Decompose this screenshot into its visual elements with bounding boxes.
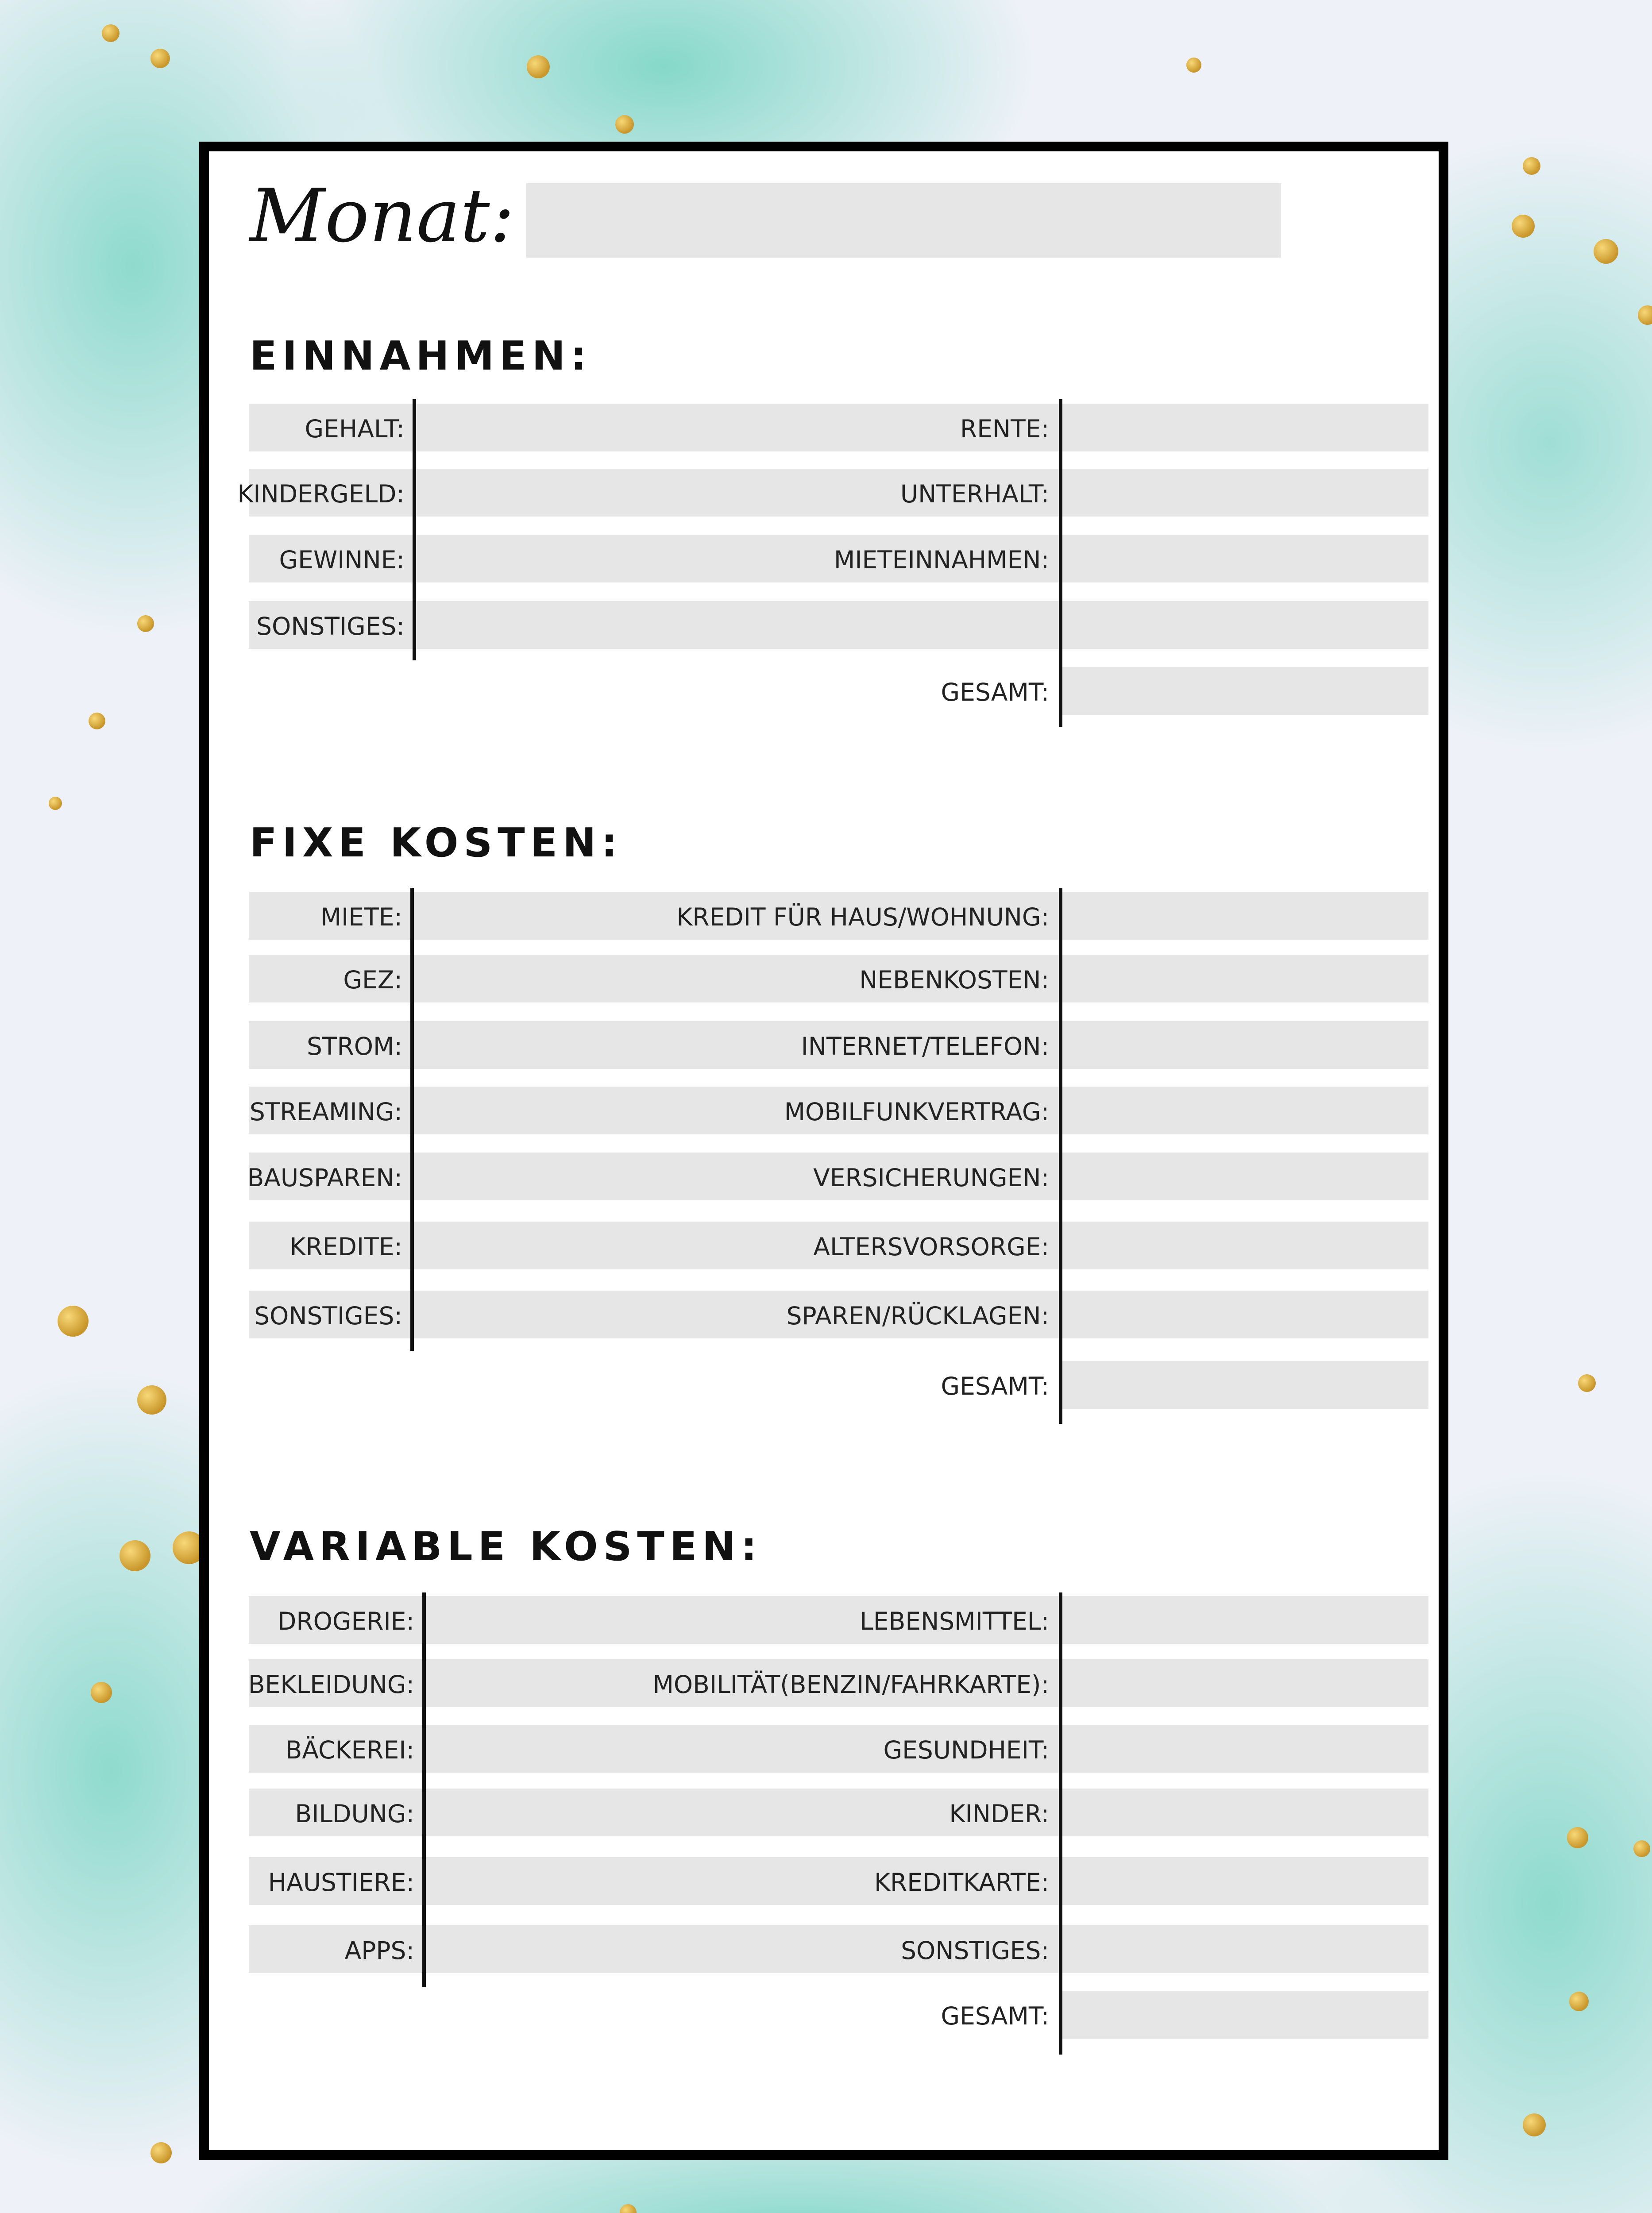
gold-dot xyxy=(1569,1992,1589,2011)
input-row[interactable] xyxy=(249,601,1428,649)
column-divider xyxy=(1059,888,1062,1424)
column-divider xyxy=(413,399,416,660)
right-field-label: KREDIT FÜR HAUS/WOHNUNG: xyxy=(676,903,1049,931)
gold-dot xyxy=(1523,2113,1546,2136)
left-field-label: BEKLEIDUNG: xyxy=(248,1670,414,1699)
gold-dot xyxy=(102,24,120,42)
column-divider xyxy=(422,1592,426,1987)
total-field[interactable] xyxy=(1062,1361,1428,1409)
right-field-label: KREDITKARTE: xyxy=(874,1868,1049,1897)
left-field-label: SONSTIGES: xyxy=(256,612,405,640)
left-field-label: GEWINNE: xyxy=(279,546,405,574)
left-field-label: HAUSTIERE: xyxy=(268,1868,414,1897)
total-label: GESAMT: xyxy=(941,1372,1049,1400)
gold-dot xyxy=(120,1540,151,1571)
right-field-label: LEBENSMITTEL: xyxy=(860,1607,1049,1635)
right-field-label: MIETEINNAHMEN: xyxy=(834,546,1049,574)
left-field-label: SONSTIGES: xyxy=(254,1302,402,1330)
right-field-label: GESUNDHEIT: xyxy=(883,1736,1049,1764)
column-divider xyxy=(1059,1592,1062,2055)
gold-dot xyxy=(1594,239,1618,264)
month-label: Monat: xyxy=(250,173,515,259)
gold-dot xyxy=(137,1385,166,1415)
right-field-label: SONSTIGES: xyxy=(901,1936,1049,1965)
right-field-label: VERSICHERUNGEN: xyxy=(813,1164,1049,1192)
month-field[interactable] xyxy=(526,183,1281,258)
total-label: GESAMT: xyxy=(941,678,1049,706)
right-field-label: RENTE: xyxy=(960,415,1049,443)
left-field-label: BAUSPAREN: xyxy=(247,1164,402,1192)
left-field-label: BÄCKEREI: xyxy=(285,1736,414,1764)
gold-dot xyxy=(1186,58,1201,73)
right-field-label: MOBILFUNKVERTRAG: xyxy=(784,1098,1049,1126)
gold-dot xyxy=(49,797,62,810)
left-field-label: MIETE: xyxy=(320,903,402,931)
column-divider xyxy=(1059,399,1062,727)
left-field-label: GEZ: xyxy=(343,966,402,994)
section-title-fixe-kosten: FIXE KOSTEN: xyxy=(250,820,623,866)
left-field-label: STREAMING: xyxy=(249,1098,402,1126)
gold-dot xyxy=(1578,1374,1596,1392)
gold-dot xyxy=(620,2204,637,2213)
right-field-label: NEBENKOSTEN: xyxy=(859,966,1049,994)
gold-dot xyxy=(1638,305,1652,325)
budget-sheet xyxy=(199,142,1448,2160)
left-field-label: KREDITE: xyxy=(289,1233,402,1261)
left-field-label: GEHALT: xyxy=(305,415,405,443)
section-title-einnahmen: EINNAHMEN: xyxy=(250,333,592,379)
gold-dot xyxy=(1567,1827,1588,1848)
right-field-label: INTERNET/TELEFON: xyxy=(801,1032,1049,1060)
left-field-label: DROGERIE: xyxy=(278,1607,414,1635)
gold-dot xyxy=(89,713,105,729)
total-label: GESAMT: xyxy=(941,2002,1049,2030)
gold-dot xyxy=(151,49,170,68)
gold-dot xyxy=(527,55,550,78)
gold-dot xyxy=(1523,157,1540,175)
left-field-label: STROM: xyxy=(307,1032,402,1060)
gold-dot xyxy=(151,2142,172,2163)
gold-dot xyxy=(58,1306,89,1337)
left-field-label: BILDUNG: xyxy=(295,1800,414,1828)
gold-dot xyxy=(91,1682,112,1703)
section-title-variable-kosten: VARIABLE KOSTEN: xyxy=(250,1523,762,1570)
gold-dot xyxy=(137,615,154,632)
right-field-label: UNTERHALT: xyxy=(900,480,1049,508)
gold-dot xyxy=(615,115,634,134)
total-field[interactable] xyxy=(1062,667,1428,715)
left-field-label: APPS: xyxy=(344,1936,414,1965)
right-field-label: SPAREN/RÜCKLAGEN: xyxy=(786,1302,1049,1330)
column-divider xyxy=(410,888,414,1351)
right-field-label: MOBILITÄT(BENZIN/FAHRKARTE): xyxy=(652,1670,1049,1699)
right-field-label: KINDER: xyxy=(949,1800,1049,1828)
gold-dot xyxy=(1512,215,1535,238)
total-field[interactable] xyxy=(1062,1991,1428,2039)
left-field-label: KINDERGELD: xyxy=(237,480,405,508)
gold-dot xyxy=(1633,1840,1650,1857)
right-field-label: ALTERSVORSORGE: xyxy=(813,1233,1049,1261)
